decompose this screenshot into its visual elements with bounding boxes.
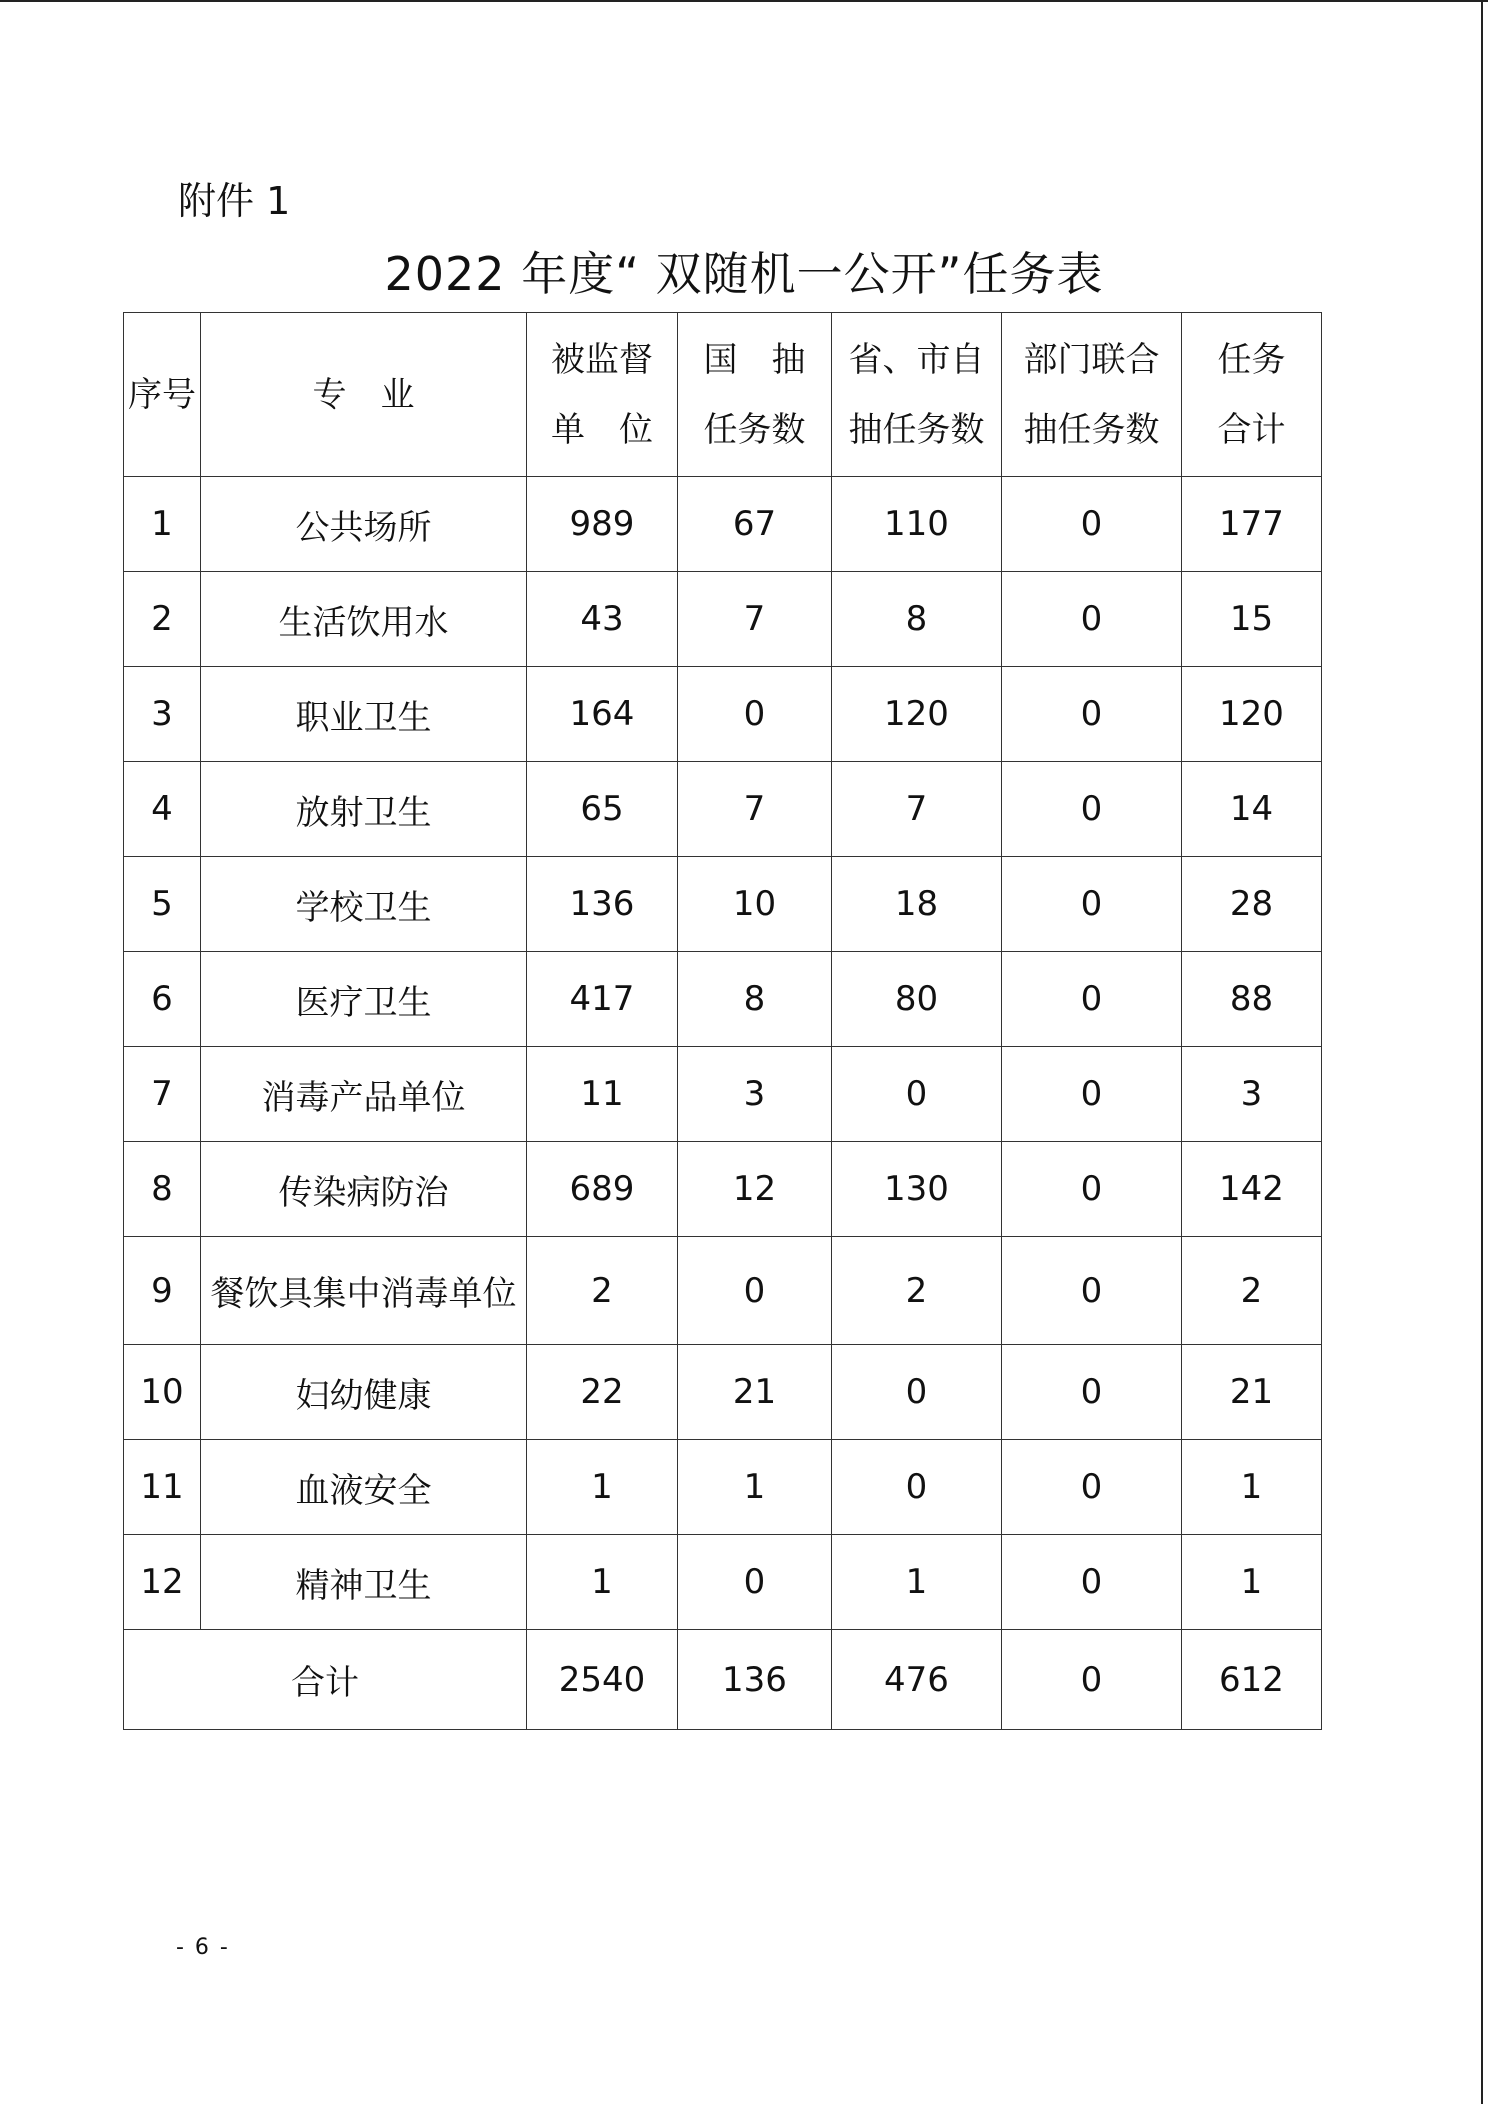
cell-supervised-units: 1 <box>527 1440 678 1535</box>
cell-index: 2 <box>124 572 201 667</box>
cell-index: 12 <box>124 1535 201 1630</box>
header-cell-task-total: 任务 合计 <box>1182 313 1322 477</box>
cell-specialty: 公共场所 <box>201 477 527 572</box>
table-row <box>124 952 1322 1047</box>
cell-task-total: 28 <box>1182 857 1322 952</box>
total-supervised-units: 2540 <box>527 1630 678 1730</box>
cell-joint-sampling: 0 <box>1002 1345 1182 1440</box>
total-national-sampling: 136 <box>678 1630 832 1730</box>
cell-supervised-units: 1 <box>527 1535 678 1630</box>
cell-index: 6 <box>124 952 201 1047</box>
cell-provincial-sampling: 0 <box>832 1345 1002 1440</box>
table-row <box>124 1047 1322 1142</box>
table-row <box>124 762 1322 857</box>
table-row <box>124 572 1322 667</box>
cell-joint-sampling: 0 <box>1002 1440 1182 1535</box>
table-header-row <box>124 313 1322 477</box>
table-body <box>124 477 1322 1730</box>
cell-national-sampling: 7 <box>678 762 832 857</box>
cell-specialty: 传染病防治 <box>201 1142 527 1237</box>
cell-supervised-units: 989 <box>527 477 678 572</box>
cell-index: 9 <box>124 1237 201 1345</box>
cell-supervised-units: 11 <box>527 1047 678 1142</box>
cell-specialty: 放射卫生 <box>201 762 527 857</box>
cell-task-total: 3 <box>1182 1047 1322 1142</box>
cell-provincial-sampling: 1 <box>832 1535 1002 1630</box>
cell-joint-sampling: 0 <box>1002 667 1182 762</box>
header-cell-specialty: 专 业 <box>201 313 527 477</box>
cell-specialty: 妇幼健康 <box>201 1345 527 1440</box>
cell-national-sampling: 3 <box>678 1047 832 1142</box>
cell-supervised-units: 65 <box>527 762 678 857</box>
attachment-label: 附件 1 <box>178 179 291 223</box>
cell-index: 1 <box>124 477 201 572</box>
cell-joint-sampling: 0 <box>1002 1047 1182 1142</box>
cell-index: 11 <box>124 1440 201 1535</box>
cell-task-total: 2 <box>1182 1237 1322 1345</box>
cell-joint-sampling: 0 <box>1002 572 1182 667</box>
table-row <box>124 857 1322 952</box>
cell-index: 5 <box>124 857 201 952</box>
page-top-border <box>0 0 1488 2</box>
header-cell-index: 序号 <box>124 313 201 477</box>
cell-task-total: 1 <box>1182 1440 1322 1535</box>
page-right-border <box>1481 0 1483 2104</box>
cell-provincial-sampling: 7 <box>832 762 1002 857</box>
cell-task-total: 1 <box>1182 1535 1322 1630</box>
cell-provincial-sampling: 120 <box>832 667 1002 762</box>
cell-specialty: 消毒产品单位 <box>201 1047 527 1142</box>
cell-supervised-units: 2 <box>527 1237 678 1345</box>
table-row <box>124 1237 1322 1345</box>
cell-task-total: 15 <box>1182 572 1322 667</box>
cell-supervised-units: 689 <box>527 1142 678 1237</box>
total-label: 合计 <box>124 1630 527 1730</box>
cell-supervised-units: 136 <box>527 857 678 952</box>
cell-specialty: 职业卫生 <box>201 667 527 762</box>
cell-joint-sampling: 0 <box>1002 1237 1182 1345</box>
cell-joint-sampling: 0 <box>1002 1535 1182 1630</box>
cell-provincial-sampling: 0 <box>832 1440 1002 1535</box>
table-total-row <box>124 1630 1322 1730</box>
cell-index: 4 <box>124 762 201 857</box>
cell-joint-sampling: 0 <box>1002 1142 1182 1237</box>
cell-provincial-sampling: 8 <box>832 572 1002 667</box>
cell-specialty: 精神卫生 <box>201 1535 527 1630</box>
cell-specialty: 餐饮具集中消毒单位 <box>201 1237 527 1345</box>
table-row <box>124 667 1322 762</box>
cell-task-total: 14 <box>1182 762 1322 857</box>
cell-joint-sampling: 0 <box>1002 762 1182 857</box>
table-row <box>124 1142 1322 1237</box>
cell-supervised-units: 43 <box>527 572 678 667</box>
table-row <box>124 1440 1322 1535</box>
cell-index: 10 <box>124 1345 201 1440</box>
cell-task-total: 120 <box>1182 667 1322 762</box>
cell-national-sampling: 8 <box>678 952 832 1047</box>
cell-index: 3 <box>124 667 201 762</box>
cell-task-total: 88 <box>1182 952 1322 1047</box>
total-provincial-sampling: 476 <box>832 1630 1002 1730</box>
cell-provincial-sampling: 2 <box>832 1237 1002 1345</box>
page-number: - 6 - <box>176 1935 230 1960</box>
cell-index: 7 <box>124 1047 201 1142</box>
cell-supervised-units: 22 <box>527 1345 678 1440</box>
cell-national-sampling: 0 <box>678 667 832 762</box>
header-cell-supervised-units: 被监督 单 位 <box>527 313 678 477</box>
document-title: 2022 年度“ 双随机一公开”任务表 <box>384 247 1104 301</box>
cell-specialty: 生活饮用水 <box>201 572 527 667</box>
cell-task-total: 142 <box>1182 1142 1322 1237</box>
cell-national-sampling: 0 <box>678 1237 832 1345</box>
cell-national-sampling: 1 <box>678 1440 832 1535</box>
cell-national-sampling: 21 <box>678 1345 832 1440</box>
cell-index: 8 <box>124 1142 201 1237</box>
cell-provincial-sampling: 0 <box>832 1047 1002 1142</box>
total-joint-sampling: 0 <box>1002 1630 1182 1730</box>
table-row <box>124 1345 1322 1440</box>
cell-supervised-units: 164 <box>527 667 678 762</box>
cell-national-sampling: 67 <box>678 477 832 572</box>
cell-joint-sampling: 0 <box>1002 477 1182 572</box>
cell-specialty: 医疗卫生 <box>201 952 527 1047</box>
header-cell-national-sampling: 国 抽 任务数 <box>678 313 832 477</box>
cell-provincial-sampling: 110 <box>832 477 1002 572</box>
cell-provincial-sampling: 18 <box>832 857 1002 952</box>
cell-national-sampling: 12 <box>678 1142 832 1237</box>
total-task-total: 612 <box>1182 1630 1322 1730</box>
cell-task-total: 21 <box>1182 1345 1322 1440</box>
cell-joint-sampling: 0 <box>1002 952 1182 1047</box>
cell-task-total: 177 <box>1182 477 1322 572</box>
cell-specialty: 学校卫生 <box>201 857 527 952</box>
cell-national-sampling: 0 <box>678 1535 832 1630</box>
cell-supervised-units: 417 <box>527 952 678 1047</box>
task-table <box>123 312 1322 1730</box>
cell-national-sampling: 10 <box>678 857 832 952</box>
cell-provincial-sampling: 80 <box>832 952 1002 1047</box>
cell-joint-sampling: 0 <box>1002 857 1182 952</box>
cell-provincial-sampling: 130 <box>832 1142 1002 1237</box>
header-cell-provincial-sampling: 省、市自 抽任务数 <box>832 313 1002 477</box>
cell-specialty: 血液安全 <box>201 1440 527 1535</box>
table-row <box>124 477 1322 572</box>
table-row <box>124 1535 1322 1630</box>
header-cell-joint-sampling: 部门联合 抽任务数 <box>1002 313 1182 477</box>
cell-national-sampling: 7 <box>678 572 832 667</box>
